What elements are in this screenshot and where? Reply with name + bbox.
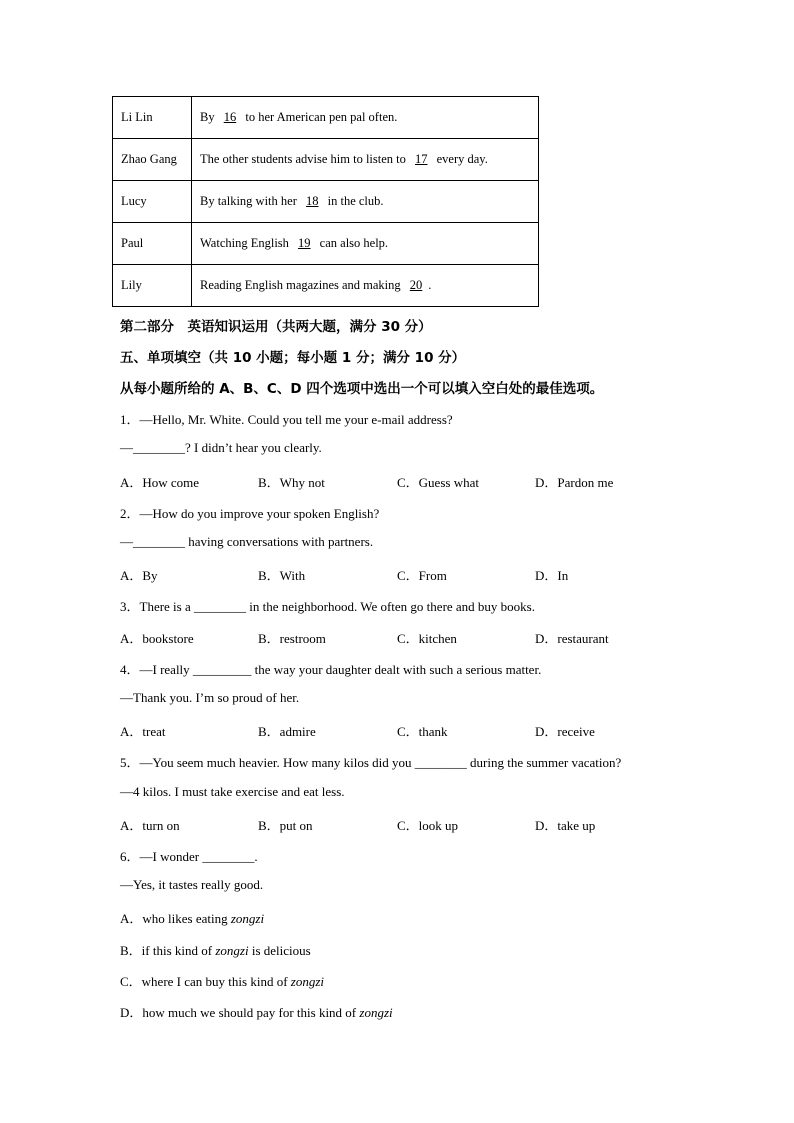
option-a: A．bookstore xyxy=(120,631,194,646)
question-3-stem: 3．There is a ________ in the neighborhood. We often go there and buy books. xyxy=(120,599,535,614)
table-row xyxy=(113,139,539,181)
advice-cell: By talking with her 18 in the club. xyxy=(192,181,539,223)
table-row xyxy=(113,181,539,223)
option-b: B．Why not xyxy=(258,475,325,490)
option-d: D．receive xyxy=(535,724,595,739)
section-instruction: 从每小题所给的 A、B、C、D 四个选项中选出一个可以填入空白处的最佳选项。 xyxy=(120,381,604,397)
question-4-stem: 4．—I really _________ the way your daughter dealt with such a serious matter. xyxy=(120,662,542,677)
option-d: D．take up xyxy=(535,818,596,833)
option-d: D．restaurant xyxy=(535,631,609,646)
student-name: Lucy xyxy=(113,181,192,223)
blank-17: 17 xyxy=(415,152,428,166)
question-2-reply: —________ having conversations with partners. xyxy=(120,534,374,549)
student-name: Zhao Gang xyxy=(113,139,192,181)
question-6-option-b: B．if this kind of zongzi is delicious xyxy=(120,943,311,958)
option-c: C．thank xyxy=(397,724,448,739)
question-1-stem: 1．—Hello, Mr. White. Could you tell me your e-mail address? xyxy=(120,412,453,427)
option-d: D．Pardon me xyxy=(535,475,614,490)
question-6-stem: 6．—I wonder ________. xyxy=(120,849,258,864)
option-c: C．Guess what xyxy=(397,475,479,490)
question-5-stem: 5．—You seem much heavier. How many kilos did you ________ during the summer vacation? xyxy=(120,755,622,770)
option-b: B．With xyxy=(258,568,306,583)
section-title: 五、单项填空（共 10 小题；每小题 1 分；满分 10 分） xyxy=(120,350,466,366)
blank-16: 16 xyxy=(223,110,237,124)
option-a: A．treat xyxy=(120,724,166,739)
advice-cell: Watching English 19 can also help. xyxy=(192,223,539,265)
blank-19: 19 xyxy=(298,236,311,250)
student-name: Paul xyxy=(113,223,192,265)
question-1-reply: —________? I didn’t hear you clearly. xyxy=(120,440,322,455)
table-row xyxy=(113,97,539,139)
option-b: B．put on xyxy=(258,818,313,833)
option-a: A．By xyxy=(120,568,158,583)
table-row xyxy=(113,265,539,307)
student-name: Li Lin xyxy=(113,97,192,139)
question-6-option-c: C．where I can buy this kind of zongzi xyxy=(120,974,325,989)
option-b: B．admire xyxy=(258,724,316,739)
advice-cell: The other students advise him to listen to 17 every day. xyxy=(192,139,539,181)
blank-18: 18 xyxy=(306,194,319,208)
question-6-reply: —Yes, it tastes really good. xyxy=(120,877,264,892)
blank-20: 20 xyxy=(409,278,423,292)
option-c: C．From xyxy=(397,568,447,583)
part-title: 第二部分 英语知识运用（共两大题，满分 30 分） xyxy=(120,319,432,335)
table-row xyxy=(113,223,539,265)
question-4-reply: —Thank you. I’m so proud of her. xyxy=(120,690,300,705)
option-d: D．In xyxy=(535,568,569,583)
option-c: C．kitchen xyxy=(397,631,457,646)
option-a: A．turn on xyxy=(120,818,180,833)
question-5-reply: —4 kilos. I must take exercise and eat less. xyxy=(120,784,345,799)
option-b: B．restroom xyxy=(258,631,326,646)
student-name: Lily xyxy=(113,265,192,307)
question-6-option-d: D．how much we should pay for this kind of zongzi xyxy=(120,1005,393,1020)
option-c: C．look up xyxy=(397,818,459,833)
question-2-stem: 2．—How do you improve your spoken English? xyxy=(120,506,380,521)
option-a: A．How come xyxy=(120,475,200,490)
question-6-option-a: A．who likes eating zongzi xyxy=(120,911,265,926)
advice-cell: Reading English magazines and making 20 . xyxy=(192,265,539,307)
advice-cell: By 16 to her American pen pal often. xyxy=(192,97,539,139)
pen-pal-table xyxy=(112,96,539,307)
